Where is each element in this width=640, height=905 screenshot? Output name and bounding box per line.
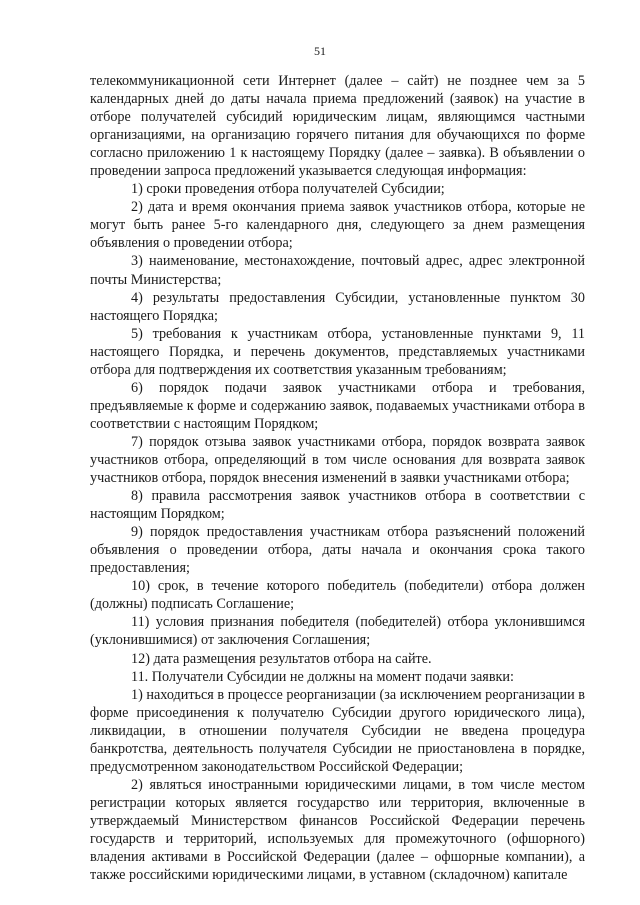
list-item-3: 3) наименование, местонахождение, почтовый адрес, адрес электронной почты Министерства;	[90, 253, 585, 288]
list-item-12: 12) дата размещения результатов отбора на сайте.	[131, 650, 432, 667]
list-item-10: 10) срок, в течение которого победитель (победители) отбора должен (должны) подписать Соглашение;	[90, 578, 585, 613]
list-item-2: 2) дата и время окончания приема заявок участников отбора, которые не могут быть ранее 5-го календарного дня, следующего за днем размещения объявления о проведении отбора;	[90, 199, 585, 252]
section-11-heading: 11. Получатели Субсидии не должны на момент подачи заявки:	[131, 668, 514, 685]
document-body	[90, 72, 585, 884]
list-item-9: 9) порядок предоставления участникам отбора разъяснений положений объявления о проведении отбора, даты начала и окончания срока такого предоставления;	[90, 524, 585, 577]
list-item-1: 1) сроки проведения отбора получателей Субсидии;	[131, 181, 445, 198]
list-item-5: 5) требования к участникам отбора, установленные пунктами 9, 11 настоящего Порядка, и перечень документов, представляемых участниками отбора для подтверждения их соответствия указанным требованиям;	[90, 325, 585, 378]
section-11-item-2: 2) являться иностранными юридическими лицами, в том числе местом регистрации которых является государство или территория, включенные в утверждаемый Министерством финансов Российской Федерации перечень государств и территорий, используемых для промежуточного (офшорного) владения активами в Российской Федерации (далее – офшорные компании), а также российскими юридическими лицами, в уставном (складочном) капитале	[90, 776, 585, 884]
page-number: 51	[314, 44, 326, 58]
list-item-4: 4) результаты предоставления Субсидии, установленные пунктом 30 настоящего Порядка;	[90, 289, 585, 324]
paragraph-intro-continuation: телекоммуникационной сети Интернет (далее – сайт) не позднее чем за 5 календарных дней до даты начала приема предложений (заявок) на участие в отборе получателей субсидий юридическим лицам, являющимся частными организациями, на организацию горячего питания для обучающихся по форме согласно приложению 1 к настоящему Порядку (далее – заявка). В объявлении о проведении запроса предложений указывается следующая информация:	[90, 73, 585, 180]
list-item-11: 11) условия признания победителя (победителей) отбора уклонившимся (уклонившимися) от заключения Соглашения;	[90, 614, 585, 649]
list-item-6: 6) порядок подачи заявок участниками отбора и требования, предъявляемые к форме и содержанию заявок, подаваемых участниками отбора в соответствии с настоящим Порядком;	[90, 379, 585, 432]
section-11-item-1: 1) находиться в процессе реорганизации (за исключением реорганизации в форме присоединения к получателю Субсидии другого юридического лица), ликвидации, в отношении получателя Субсидии не введена процедура банкротства, деятельность получателя Субсидии не приостановлена в порядке, предусмотренном законодательством Российской Федерации;	[90, 686, 585, 775]
list-item-7: 7) порядок отзыва заявок участниками отбора, порядок возврата заявок участников отбора, определяющий в том числе основания для возврата заявок участников отбора, порядок внесения изменений в заявки участниками отбора;	[90, 433, 585, 487]
list-item-8: 8) правила рассмотрения заявок участников отбора в соответствии с настоящим Порядком;	[90, 488, 585, 523]
